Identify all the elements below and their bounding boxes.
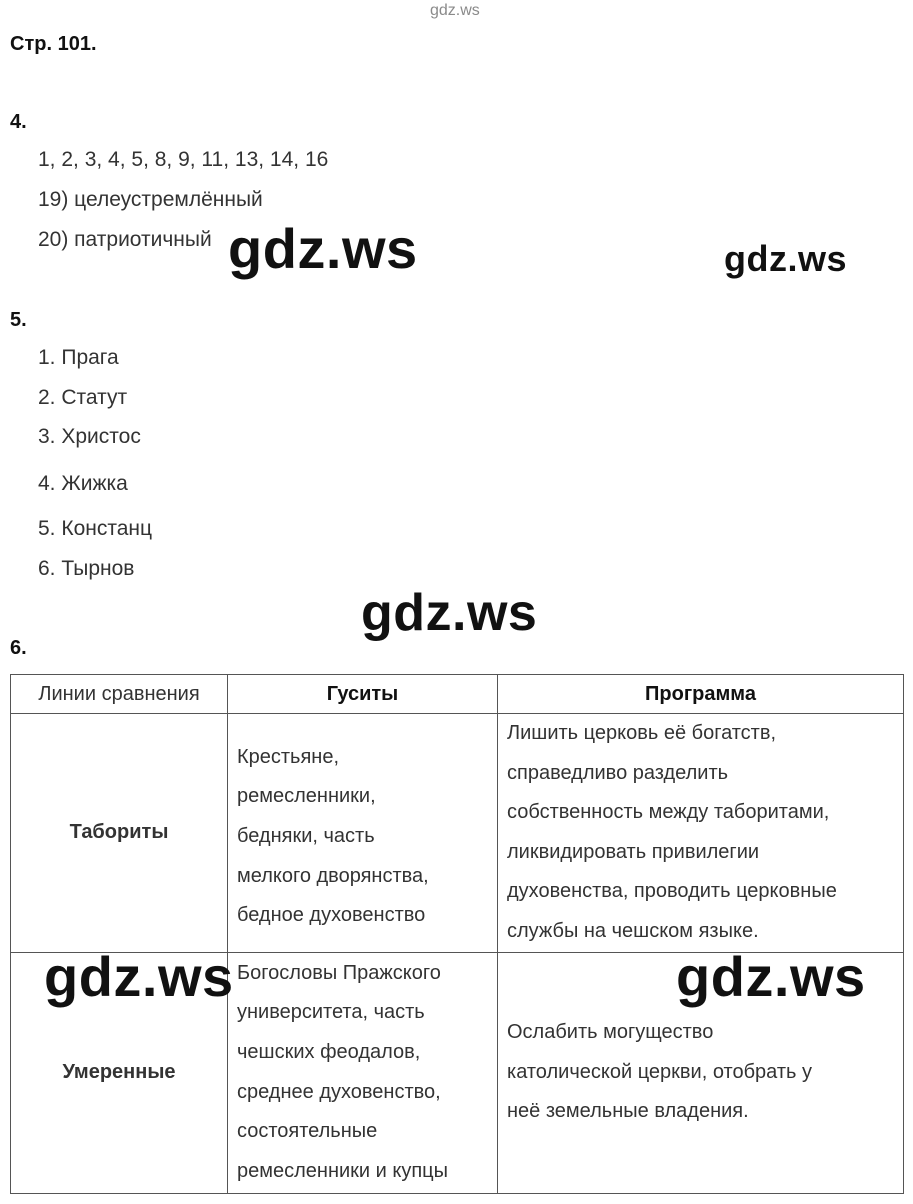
task-5-number: 5. bbox=[10, 309, 27, 331]
task-5-item: 5. Констанц bbox=[38, 517, 153, 540]
task-5-item: 1. Прага bbox=[38, 346, 119, 369]
cell-line: службы на чешском языке. bbox=[507, 919, 759, 942]
cell-line: Ослабить могущество bbox=[507, 1021, 714, 1044]
page-title: Стр. 101. bbox=[10, 33, 97, 55]
cell-line: бедное духовенство bbox=[237, 904, 426, 927]
cell-line: университета, часть bbox=[237, 1001, 425, 1024]
watermark: gdz.ws bbox=[44, 945, 234, 1008]
watermark: gdz.ws bbox=[724, 238, 848, 279]
program-cell bbox=[498, 714, 904, 953]
table-row bbox=[11, 714, 904, 953]
task-5-item: 3. Христос bbox=[38, 425, 141, 448]
cell-line: Лишить церковь её богатств, bbox=[507, 722, 777, 744]
column-header: Программа bbox=[498, 675, 904, 714]
task-4-number: 4. bbox=[10, 111, 27, 133]
cell-line: Крестьяне, bbox=[237, 745, 340, 768]
members-cell bbox=[228, 952, 498, 1193]
cell-line: католической церкви, отобрать у bbox=[507, 1060, 812, 1083]
column-header: Линии сравнения bbox=[11, 675, 228, 714]
task-4-line: 19) целеустремлённый bbox=[38, 188, 263, 211]
cell-line: справедливо разделить bbox=[507, 761, 729, 784]
watermark: gdz.ws bbox=[361, 584, 538, 642]
task-5-item: 6. Тырнов bbox=[38, 557, 135, 580]
cell-line: Богословы Пражского bbox=[237, 961, 441, 984]
row-label: Табориты bbox=[11, 714, 228, 953]
task-5-item: 2. Статут bbox=[38, 386, 128, 409]
cell-line: духовенства, проводить церковные bbox=[507, 880, 837, 903]
cell-line: ликвидировать привилегии bbox=[507, 840, 760, 863]
cell-line: неё земельные владения. bbox=[507, 1100, 749, 1123]
cell-line: чешских феодалов, bbox=[237, 1040, 421, 1063]
members-cell bbox=[228, 714, 498, 953]
task-6-number: 6. bbox=[10, 637, 27, 659]
cell-line: ремесленники, bbox=[237, 785, 376, 808]
cell-line: ремесленники и купцы bbox=[237, 1159, 449, 1182]
watermark: gdz.ws bbox=[676, 945, 866, 1008]
task-4-line: 1, 2, 3, 4, 5, 8, 9, 11, 13, 14, 16 bbox=[38, 148, 329, 171]
task-4-line: 20) патриотичный bbox=[38, 228, 212, 251]
watermark: gdz.ws bbox=[228, 217, 418, 280]
top-watermark: gdz.ws bbox=[430, 2, 480, 19]
table-header-row bbox=[11, 675, 904, 714]
cell-line: собственность между таборитами, bbox=[507, 801, 830, 824]
comparison-table bbox=[10, 674, 904, 1194]
cell-line: мелкого дворянства, bbox=[237, 864, 429, 887]
row-label: Умеренные bbox=[11, 952, 228, 1193]
column-header: Гуситы bbox=[228, 675, 498, 714]
cell-line: состоятельные bbox=[237, 1120, 378, 1143]
cell-line: среднее духовенство, bbox=[237, 1080, 441, 1103]
task-5-item: 4. Жижка bbox=[38, 472, 128, 495]
cell-line: бедняки, часть bbox=[237, 824, 375, 847]
